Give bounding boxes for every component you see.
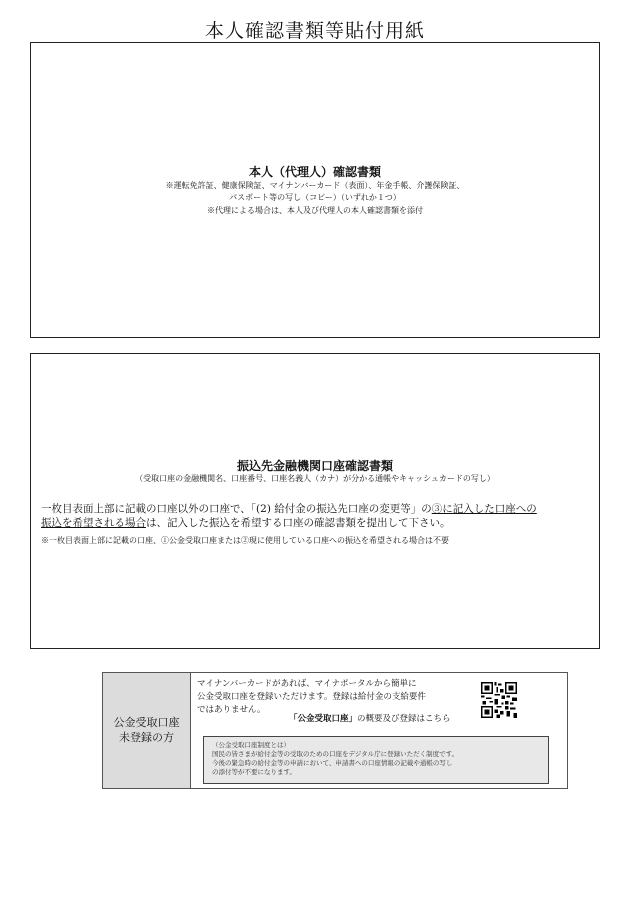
system-line-2: 今後の緊急時の給付金等の申請において、申請書への口座情報の記載や通帳の写し [212, 759, 453, 767]
info-line-3: ではありません。 [197, 705, 266, 715]
bank-paragraph [41, 502, 591, 530]
bank-heading: 振込先金融機関口座確認書類 [236, 459, 393, 473]
link-bold-text: 「公金受取口座」 [289, 714, 358, 724]
bank-para1-underlined: ③に記入した口座への [431, 503, 537, 515]
system-title: （公金受取口座制度とは） [212, 741, 290, 749]
bank-para2-underlined: 振込を希望される場合 [41, 517, 146, 529]
bank-subheading: （受取口座の金融機関名、口座番号、口座名義人（カナ）が分かる通帳やキャッシュカードの写し） [135, 474, 495, 483]
identity-line-2: パスポート等の写し（コピー）（いずれか１つ） [229, 193, 401, 202]
page-title: 本人確認書類等貼付用紙 [204, 20, 425, 42]
link-text: の概要及び登録はこちら [357, 714, 451, 724]
qr-code-icon[interactable] [481, 682, 517, 718]
info-label-line-2: 未登録の方 [119, 731, 174, 744]
info-line-2: 公金受取口座を登録いただけます。登録は給付金の支給要件 [197, 692, 426, 702]
bank-note: ※一枚目表面上部に記載の口座、①公金受取口座または②現に使用している口座への振込を希望される場合は不要 [41, 536, 449, 545]
identity-document-paste-area [30, 42, 600, 338]
info-label-line-1: 公金受取口座 [113, 716, 180, 729]
identity-line-1: ※運転免許証、健康保険証、マイナンバーカード（表面）、年金手帳、介護保険証、 [165, 181, 465, 190]
info-line-1: マイナンバーカードがあれば、マイナポータルから簡単に [197, 679, 417, 689]
system-line-3: の添付等が不要になります。 [212, 768, 296, 776]
info-label-cell [103, 673, 191, 788]
bank-para2-text: は、記入した振込を希望する口座の確認書類を提出して下さい。 [146, 517, 451, 529]
public-account-link[interactable] [289, 713, 451, 725]
system-line-1: 国民の皆さまが給付金等の受取のための口座をデジタル庁に登録いただく制度です。 [212, 750, 459, 758]
bank-para1-text: 一枚目表面上部に記載の口座以外の口座で、「(2) 給付金の振込先口座の変更等」の [41, 503, 432, 515]
bank-account-document-paste-area [30, 353, 600, 649]
public-account-system-box [203, 736, 549, 784]
public-account-info-box [102, 672, 568, 789]
identity-line-3: ※代理による場合は、本人及び代理人の本人確認書類を添付 [207, 206, 423, 215]
identity-heading: 本人（代理人）確認書類 [248, 165, 381, 179]
